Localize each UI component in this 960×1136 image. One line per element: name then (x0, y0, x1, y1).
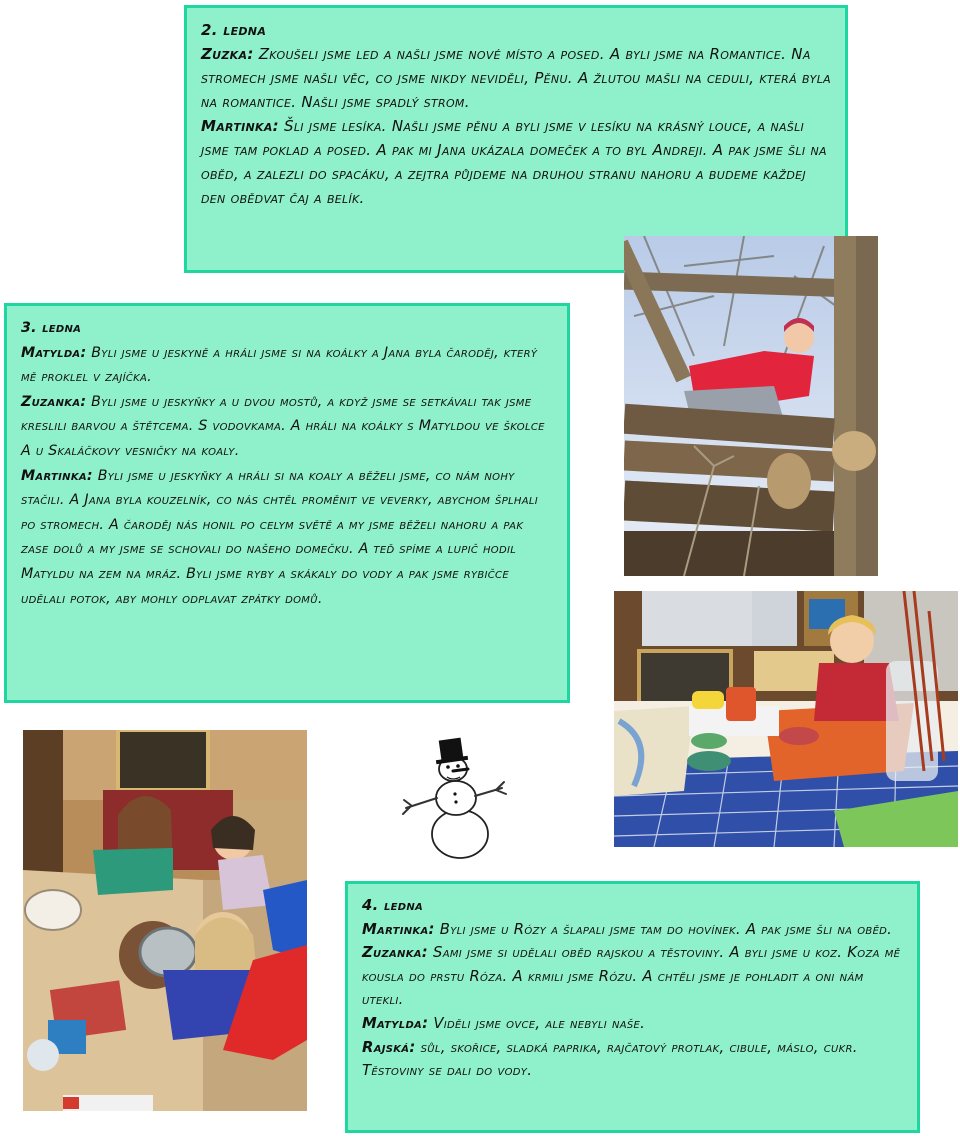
entry-paragraph (201, 114, 831, 210)
speaker-name: Zuzanka: (21, 393, 87, 410)
speaker-text: Byli jsme u jeskyně a hráli jsme si na koálky a Jana byla čaroděj, který mě proklel v zajíčka. (21, 344, 538, 386)
speaker-text: Viděli jsme ovce, ale nebyli naše. (428, 1014, 646, 1032)
speaker-text: Byli jsme u Rózy a šlapali jsme tam do hovínek. A pak jsme šli na oběd. (434, 920, 893, 938)
snowman-illustration (398, 736, 510, 860)
speaker-name: Matylda: (21, 344, 87, 361)
entry-paragraph (201, 42, 831, 114)
entry-paragraph (21, 464, 553, 612)
speaker-name: Matylda: (362, 1014, 429, 1032)
speaker-name: Martinka: (362, 920, 435, 938)
speaker-text: sůl, skořice, sladká paprika, rajčatový protlak, cibule, máslo, cukr. Těstoviny se dali do vody. (362, 1038, 858, 1080)
entry-date: 4. ledna (362, 897, 424, 914)
entry-date: 2. ledna (201, 21, 267, 39)
entry-paragraph (362, 941, 903, 1012)
speaker-text: Byli jsme u jeskyňky a hráli si na koaly a běželi jsme, co nám nohy stačili. A Jana byla kouzelník, co nás chtěl proměnit ve veverky, abychom šplhali po stromech. A čaroděj nás honil po celym světě a my jsme běželi nahoru a pak zase dolů a my jsme se schovali do našeho domečku. A teď spíme a lupič hodil Matyldu na zem na mráz. Byli jsme ryby a skákaly do vody a pak jsme rybičce udělali potok, aby mohly odplavat zpátky domů. (21, 467, 538, 607)
speaker-name: Rajská: (362, 1038, 416, 1056)
photo-child-in-treehouse (624, 236, 878, 576)
diary-entry-4-ledna (345, 881, 920, 1133)
diary-entry-3-ledna (4, 303, 570, 703)
diary-entry-2-ledna (184, 5, 848, 273)
photo-child-painting (614, 591, 958, 847)
speaker-text: Sami jsme si udělali oběd rajskou a těstoviny. A byli jsme u koz. Koza mě kousla do prstu Róza. A krmili jsme Rózu. A chtěli jsme je pohladit a oni nám utekli. (362, 944, 901, 1009)
entry-paragraph (362, 1012, 903, 1036)
entry-paragraph (362, 918, 903, 942)
entry-paragraph (21, 341, 553, 390)
speaker-name: Zuzka: (201, 45, 254, 63)
photo-children-cooking (23, 730, 307, 1111)
speaker-name: Martinka: (201, 117, 279, 135)
speaker-text: Šli jsme lesíka. Našli jsme pěnu a byli jsme v lesíku na krásný louce, a našli jsme tam poklad a posed. A pak mi Jana ukázala domeček a to byl Andreji. A pak jsme šli na oběd, a zalezli do spacáku, a zejtra půjdeme na druhou stranu nahoru a budeme každej den obědvat čaj a belík. (201, 117, 827, 207)
entry-date: 3. ledna (21, 320, 82, 336)
entry-paragraph (21, 390, 553, 464)
entry-paragraph (362, 1036, 903, 1083)
speaker-text: Byli jsme u jeskyňky a u dvou mostů, a když jsme se setkávali tak jsme kreslili barvou a štětcema. S vodovkama. A hráli na koálky s Matyldou ve školce A u Skaláčkovy vesničky na koaly. (21, 393, 545, 459)
speaker-name: Zuzanka: (362, 944, 429, 962)
speaker-text: Zkoušeli jsme led a našli jsme nové místo a posed. A byli jsme na Romantice. Na stromech jsme našli věc, co jsme nikdy neviděli, Pěnu. A žlutou mašli na ceduli, která byla na romantice. Našli jsme spadlý strom. (201, 45, 831, 111)
speaker-name: Martinka: (21, 467, 93, 484)
